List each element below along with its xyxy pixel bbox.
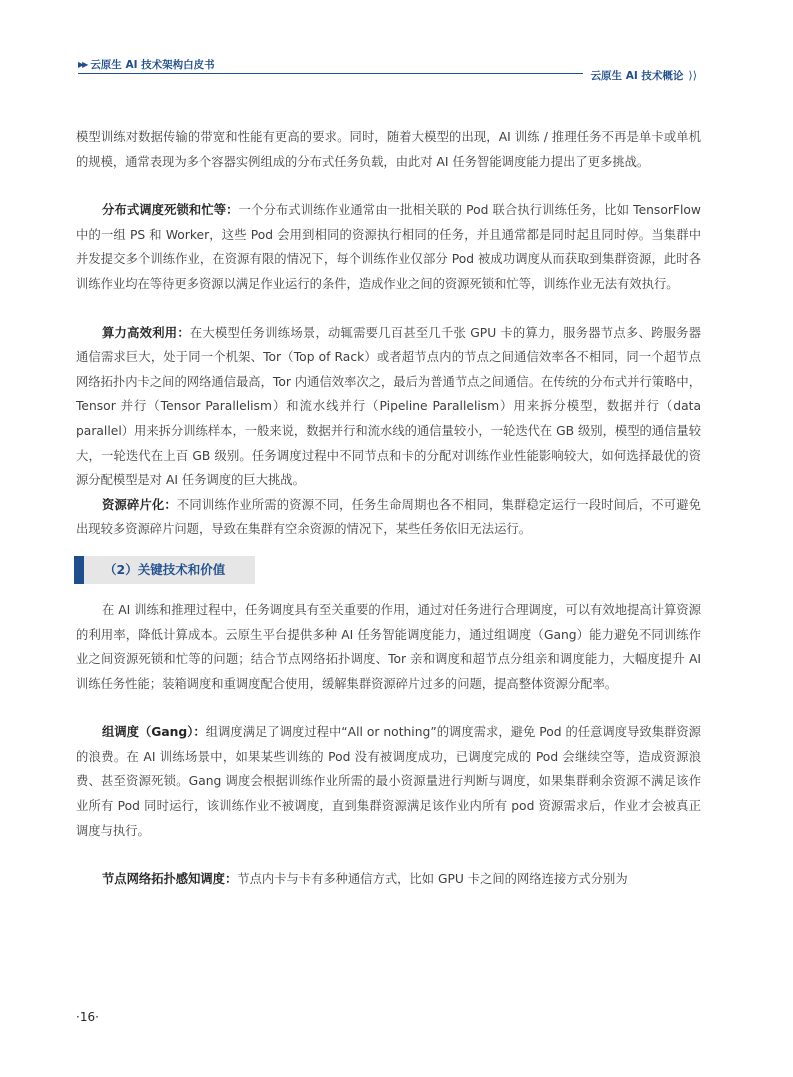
double-chevron-right-icon: ⟩⟩ [688, 68, 697, 82]
chapter-title: 云原生 AI 技术概论 [590, 69, 684, 82]
paragraph-gang [76, 720, 701, 843]
section-title: （2）关键技术和价值 [104, 561, 226, 577]
text-gang: 组调度满足了调度过程中“All or nothing”的调度需求，避免 Pod 的任意调度导致集群资源的浪费。在 AI 训练场景中，如果某些训练的 Pod 没有被调度成功，已调度完成的 Pod 会继续空等，造成资源浪费、甚至资源死锁。Gang 调度会根据训练作业所需的最小资源量进行判断与调度，如果集群剩余资源不满足该作业所有 Pod 同时运行，该训练作业不被调度，直到集群资源满足该作业内所有 pod 资源需求后，作业才会被真正调度与执行。 [76, 725, 701, 838]
paragraph-compute-efficiency [76, 321, 701, 493]
paragraph-topology [76, 867, 701, 892]
term-gang: 组调度（Gang）： [102, 725, 206, 740]
header-publication-title [78, 56, 215, 72]
text-deadlock: 一个分布式训练作业通常由一批相关联的 Pod 联合执行训练任务，比如 TensorFlow 中的一组 PS 和 Worker，这些 Pod 会用到相同的资源执行相同的任务，并且通常都是同时起且同时停。当集群中并发提交多个训练作业，在资源有限的情况下，每个训练作业仅部分 Pod 被成功调度从而获取到集群资源，此时各训练作业均在等待更多资源以满足作业运行的条件，造成作业之间的资源死锁和忙等，训练作业无法有效执行。 [76, 203, 701, 291]
section-accent-bar [74, 556, 84, 584]
paragraph-deadlock [76, 198, 701, 296]
section-heading [74, 556, 255, 584]
page-body [76, 125, 701, 892]
double-triangle-icon: ▶▶ [78, 59, 87, 69]
paragraph-fragmentation [76, 493, 701, 542]
paragraph-intro: 模型训练对数据传输的带宽和性能有更高的要求。同时，随着大模型的出现，AI 训练 / 推理任务不再是单卡或单机的规模，通常表现为多个容器实例组成的分布式任务负载，由此对 AI 任务智能调度能力提出了更多挑战。 [76, 130, 701, 169]
text-topology: 节点内卡与卡有多种通信方式，比如 GPU 卡之间的网络连接方式分别为 [237, 872, 628, 887]
text-fragmentation: 不同训练作业所需的资源不同，任务生命周期也各不相同，集群稳定运行一段时间后，不可避免出现较多资源碎片问题，导致在集群有空余资源的情况下，某些任务依旧无法运行。 [76, 497, 701, 537]
paragraph-key-tech: 在 AI 训练和推理过程中，任务调度具有至关重要的作用，通过对任务进行合理调度，可以有效地提高计算资源的利用率，降低计算成本。云原生平台提供多种 AI 任务智能调度能力，通过组调度（Gang）能力避免不同训练作业之间资源死锁和忙等的问题；结合节点网络拓扑调度、Tor 亲和调度和超节点分组亲和调度能力，大幅度提升 AI 训练任务性能；装箱调度和重调度配合使用，缓解集群资源碎片过多的问题，提高整体资源分配率。 [76, 602, 701, 691]
term-deadlock: 分布式调度死锁和忙等： [102, 203, 239, 218]
term-fragmentation: 资源碎片化： [102, 497, 177, 512]
term-compute-efficiency: 算力高效利用： [102, 325, 190, 340]
page-number: ·16· [76, 1010, 99, 1024]
header-chapter-title [591, 67, 697, 83]
term-topology: 节点网络拓扑感知调度： [102, 872, 238, 887]
header-divider [78, 73, 583, 74]
publication-title: 云原生 AI 技术架构白皮书 [90, 58, 215, 71]
text-compute-efficiency: 在大模型任务训练场景，动辄需要几百甚至几千张 GPU 卡的算力，服务器节点多、跨服务器通信需求巨大，处于同一个机架、Tor（Top of Rack）或者超节点内的节点之间通信效率各不相同，同一个超节点网络拓扑内卡之间的网络通信最高，Tor 内通信效率次之，最后为普通节点之间通信。在传统的分布式并行策略中，Tensor 并行（Tensor Parallelism）和流水线并行（Pipeline Parallelism）用来拆分模型，数据并行（data parallel）用来拆分训练样本，一般来说，数据并行和流水线的通信量较小，一轮迭代在 GB 级别，模型的通信量较大，一轮迭代在上百 GB 级别。任务调度过程中不同节点和卡的分配对训练作业性能影响较大，如何选择最优的资源分配模型是对 AI 任务调度的巨大挑战。 [76, 325, 701, 488]
